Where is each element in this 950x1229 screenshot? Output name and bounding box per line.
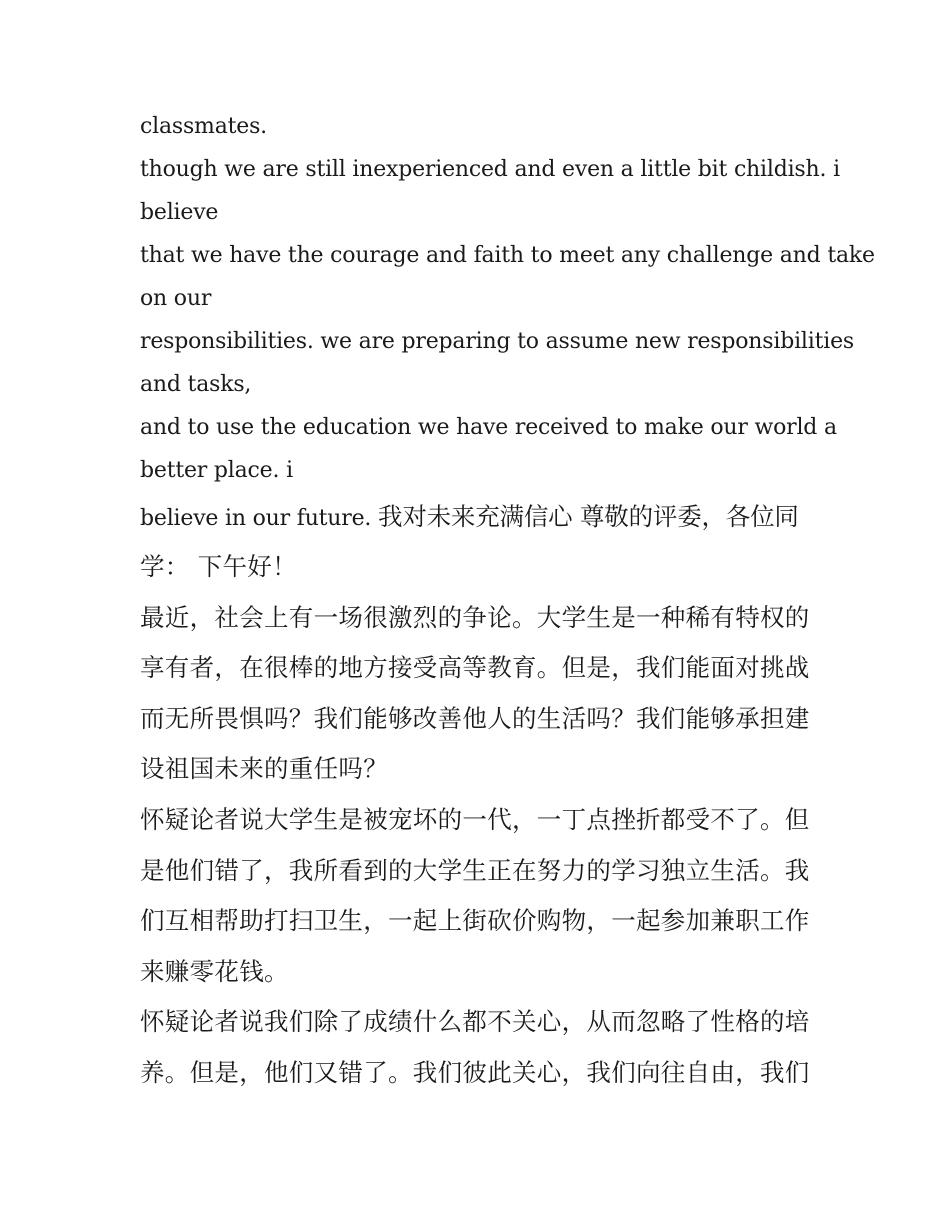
document-body: [140, 105, 875, 1099]
chinese-line: 怀疑论者说大学生是被宠坏的一代，一丁点挫折都受不了。但: [140, 804, 810, 834]
text-line: though we are still inexperienced and even a little bit childish. i: [140, 157, 840, 182]
chinese-line: 而无所畏惧吗？我们能够改善他人的生活吗？我们能够承担建: [140, 703, 810, 733]
chinese-line: 是他们错了，我所看到的大学生正在努力的学习独立生活。我: [140, 855, 810, 885]
chinese-line: 学： 下午好！: [140, 552, 297, 581]
text-line: better place. i: [140, 458, 293, 483]
text-line: that we have the courage and faith to meet any challenge and take: [140, 243, 875, 268]
mixed-line-chinese: 我对未来充满信心 尊敬的评委，各位同: [378, 502, 799, 531]
text-line: believe: [140, 200, 219, 225]
chinese-line: 们互相帮助打扫卫生，一起上街砍价购物，一起参加兼职工作: [140, 906, 810, 936]
text-line: on our: [140, 286, 212, 311]
chinese-line: 设祖国未来的重任吗？: [140, 754, 388, 784]
mixed-language-line: [140, 492, 830, 542]
text-line: and tasks,: [140, 372, 252, 397]
text-line: and to use the education we have received to make our world a: [140, 415, 837, 440]
chinese-line: 养。但是，他们又错了。我们彼此关心，我们向往自由，我们: [140, 1057, 810, 1087]
text-line: responsibilities. we are preparing to assume new responsibilities: [140, 329, 854, 354]
chinese-line: 怀疑论者说我们除了成绩什么都不关心，从而忽略了性格的培: [140, 1007, 810, 1037]
text-line: classmates.: [140, 114, 267, 139]
chinese-line: 来赚零花钱。: [140, 956, 289, 986]
chinese-line: 享有者，在很棒的地方接受高等教育。但是，我们能面对挑战: [140, 653, 810, 683]
mixed-line-english: believe in our future.: [140, 506, 379, 531]
chinese-line: 最近，社会上有一场很激烈的争论。大学生是一种稀有特权的: [140, 602, 810, 632]
